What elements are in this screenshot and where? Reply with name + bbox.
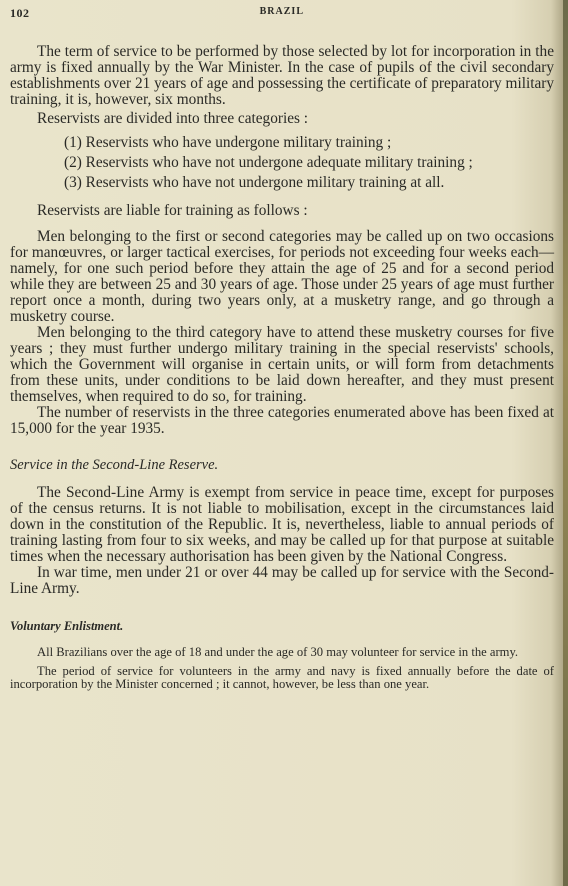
page-edge	[563, 0, 568, 886]
page-header	[10, 6, 554, 28]
category-list	[10, 135, 554, 191]
section-heading: Service in the Second-Line Reserve.	[10, 457, 219, 473]
running-head: BRAZIL	[259, 6, 304, 17]
paragraph: The period of service for volunteers in the army and navy is fixed annually before the date of incorporation by the Minister concerned ; it cannot, however, be less than one year.	[10, 663, 554, 691]
paragraph: The term of service to be performed by those selected by lot for incorporation in the army is fixed annually by the War Minister. In the case of pupils of the civil secondary establishments over 21 years of age and possessing the certificate of preparatory military training, it is, however, six months.	[10, 43, 554, 108]
list-item: (1) Reservists who have undergone military training ;	[64, 134, 392, 151]
paragraph: Reservists are divided into three categories :	[37, 110, 309, 127]
paragraph: In war time, men under 21 or over 44 may be called up for service with the Second-Line Army.	[10, 564, 554, 597]
paragraph: The Second-Line Army is exempt from service in peace time, except for purposes of the census returns. It is not liable to mobilisation, except in the circumstances laid down in the constitution of the Republic. It is, nevertheless, liable to annual periods of training lasting from four to six weeks, and may be called up for that purpose at suitable times when the necessary authorisation has been given by the National Congress.	[10, 484, 554, 565]
list-item: (2) Reservists who have not undergone adequate military training ;	[64, 154, 473, 171]
page-number: 102	[10, 6, 30, 20]
paragraph: Reservists are liable for training as follows :	[37, 202, 308, 219]
paragraph: Men belonging to the third category have to attend these musketry courses for five years ; they must further undergo military training in the special reservists' schools, which the Government will organise in certain units, or will form from detachments from these units, under conditions to be laid down hereafter, and they must present themselves, when required to do so, for training.	[10, 324, 554, 405]
paragraph: The number of reservists in the three categories enumerated above has been fixed at 15,000 for the year 1935.	[10, 404, 554, 437]
list-item: (3) Reservists who have not undergone military training at all.	[64, 174, 445, 191]
paragraph: All Brazilians over the age of 18 and under the age of 30 may volunteer for service in the army.	[37, 645, 519, 659]
paragraph: Men belonging to the first or second categories may be called up on two occasions for manœuvres, or larger tactical exercises, for periods not exceeding four weeks each—namely, for one such period before they attain the age of 25 and for a second period while they are between 25 and 30 years of age. Those under 25 years of age must further report once a month, during two years only, at a musketry range, and go through a musketry course.	[10, 228, 554, 325]
section-heading: Voluntary Enlistment.	[10, 619, 124, 633]
